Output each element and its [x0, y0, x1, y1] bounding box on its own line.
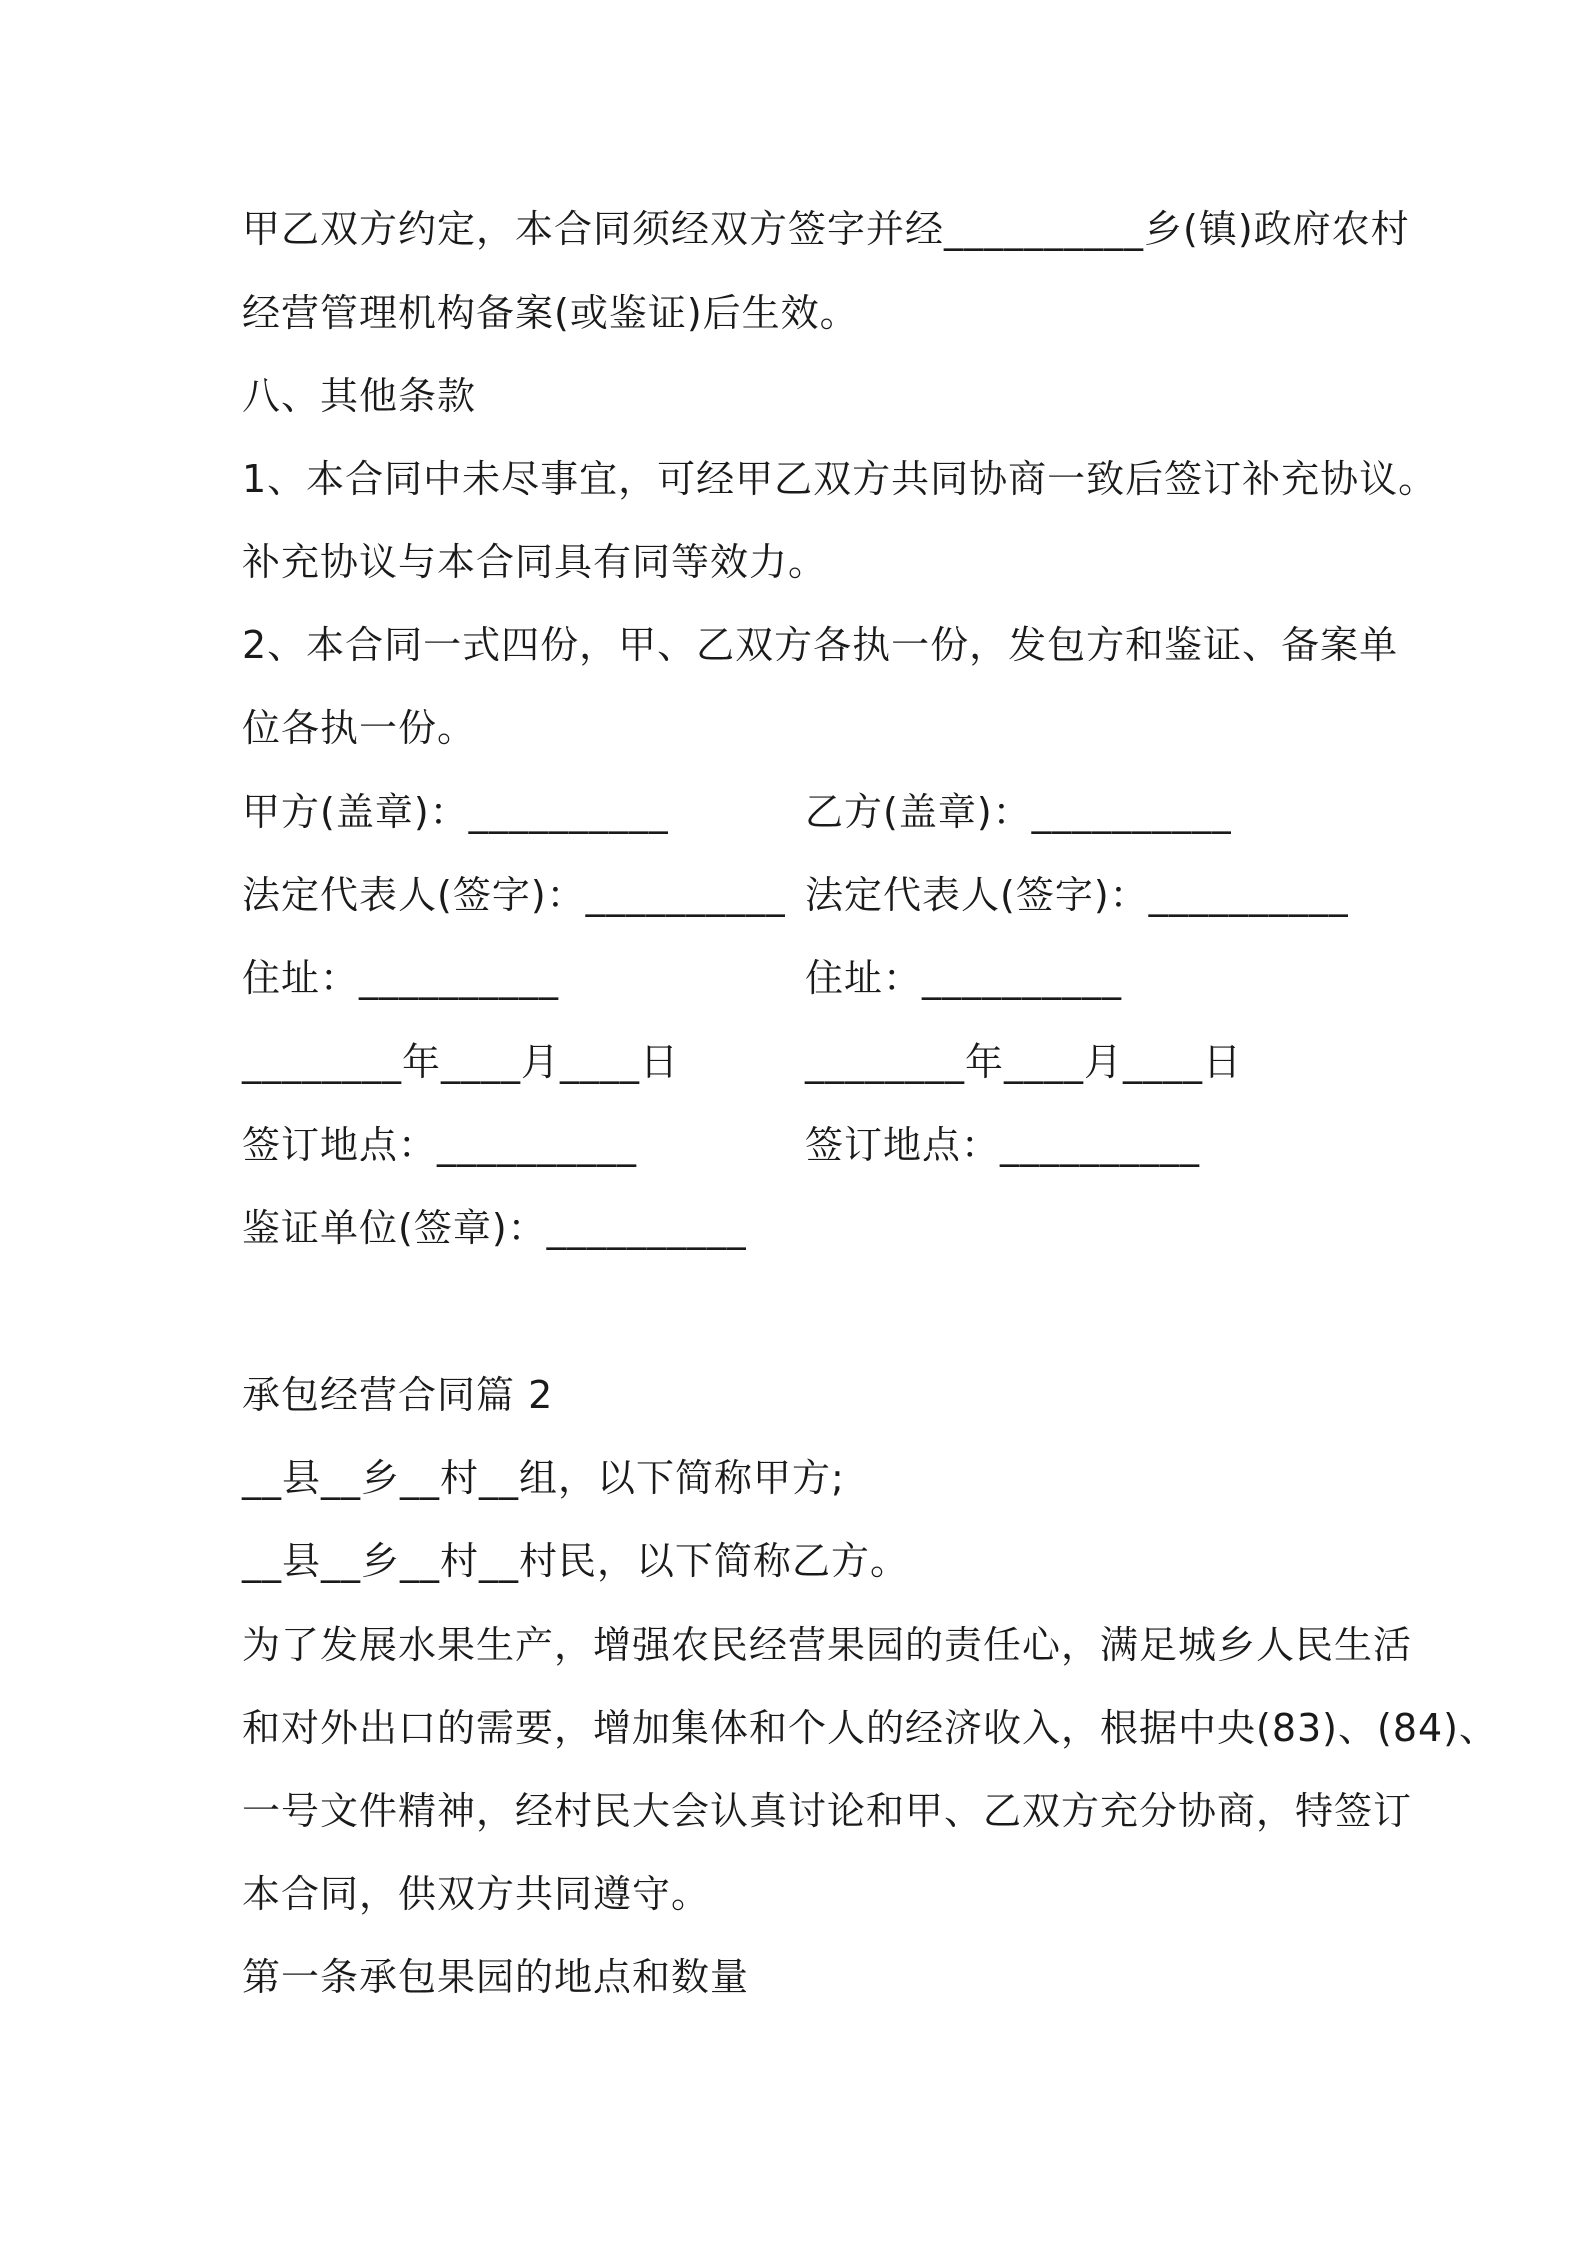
- party-a-seal: 甲方(盖章)：__________: [242, 790, 669, 834]
- paragraph-line: 补充协议与本合同具有同等效力。: [242, 540, 828, 584]
- date-a: ________年____月____日: [242, 1040, 680, 1084]
- address-b: 住址：__________: [805, 956, 1123, 1000]
- paragraph-line: 一号文件精神，经村民大会认真讨论和甲、乙双方充分协商，特签订: [242, 1789, 1413, 1833]
- place-b: 签订地点：__________: [805, 1123, 1201, 1167]
- paragraph-line: 本合同，供双方共同遵守。: [242, 1872, 711, 1916]
- paragraph-line: 和对外出口的需要，增加集体和个人的经济收入，根据中央(83)、(84)、: [242, 1706, 1499, 1750]
- section-title: 承包经营合同篇 2: [242, 1373, 554, 1417]
- party-b-seal: 乙方(盖章)：__________: [805, 790, 1232, 834]
- section-heading: 八、其他条款: [242, 374, 477, 418]
- place-a: 签订地点：__________: [242, 1123, 638, 1167]
- rep-b-sign: 法定代表人(签字)：__________: [805, 873, 1349, 917]
- article-heading: 第一条承包果园的地点和数量: [242, 1955, 750, 1999]
- address-a: 住址：__________: [242, 956, 560, 1000]
- paragraph-line: 经营管理机构备案(或鉴证)后生效。: [242, 291, 859, 335]
- party-a-line: __县__乡__村__组，以下简称甲方;: [242, 1456, 845, 1500]
- paragraph-line: 为了发展水果生产，增强农民经营果园的责任心，满足城乡人民生活: [242, 1623, 1413, 1667]
- paragraph-line: 2、本合同一式四份，甲、乙双方各执一份，发包方和鉴证、备案单: [242, 623, 1399, 667]
- paragraph-line: 位各执一份。: [242, 706, 477, 750]
- date-b: ________年____月____日: [805, 1040, 1243, 1084]
- paragraph-line: 1、本合同中未尽事宜，可经甲乙双方共同协商一致后签订补充协议。: [242, 457, 1438, 501]
- witness-unit: 鉴证单位(签章)：__________: [242, 1206, 747, 1250]
- party-b-line: __县__乡__村__村民，以下简称乙方。: [242, 1539, 910, 1583]
- rep-a-sign: 法定代表人(签字)：__________: [242, 873, 786, 917]
- paragraph-line: 甲乙双方约定，本合同须经双方签字并经__________乡(镇)政府农村: [242, 207, 1410, 251]
